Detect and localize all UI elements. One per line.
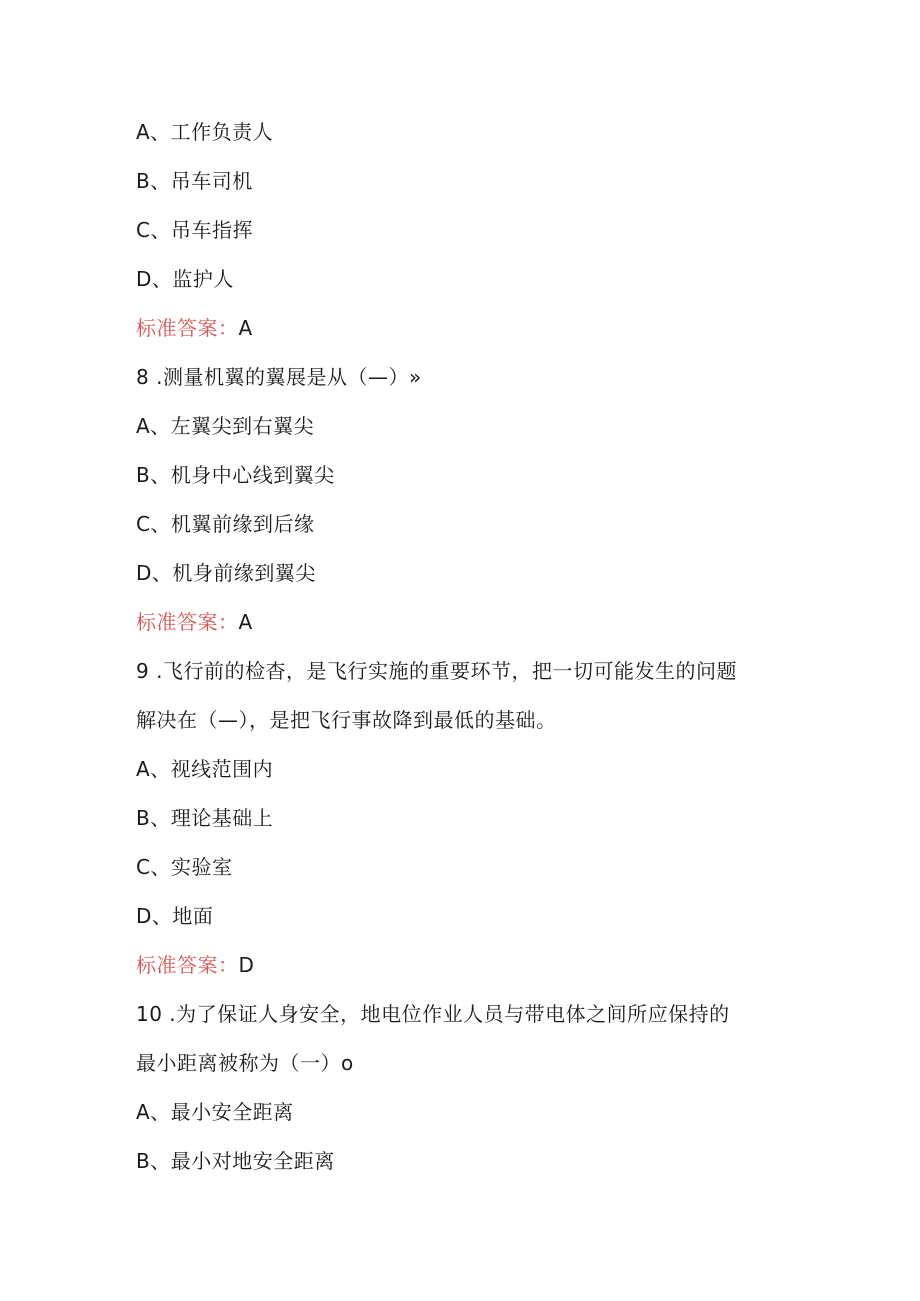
q10-stem-line2: 最小距离被称为（一）o	[136, 1051, 354, 1075]
q10-option-b: B、最小对地安全距离	[136, 1149, 335, 1173]
q8-answer	[136, 608, 253, 636]
answer-label: 标准答案：	[136, 316, 239, 340]
q7-option-b: B、吊车司机	[136, 169, 253, 193]
answer-label: 标准答案：	[136, 953, 239, 977]
q7-option-a: A、工作负责人	[136, 120, 274, 144]
answer-value: A	[238, 316, 253, 340]
q7-answer	[136, 314, 253, 342]
q8-option-b: B、机身中心线到翼尖	[136, 463, 335, 487]
q9-option-d: D、地面	[136, 904, 214, 928]
q8-option-a: A、左翼尖到右翼尖	[136, 414, 315, 438]
q8-option-d: D、机身前缘到翼尖	[136, 561, 316, 585]
q10-stem-line1: 10 .为了保证人身安全，地电位作业人员与带电体之间所应保持的	[136, 1002, 730, 1026]
q9-stem-line1: 9 .飞行前的检杳，是飞行实施的重要环节，把一切可能发生的问题	[136, 659, 737, 683]
q9-option-a: A、视线范围内	[136, 757, 274, 781]
q9-answer	[136, 951, 254, 979]
q7-option-c: C、吊车指挥	[136, 218, 253, 242]
q7-option-d: D、监护人	[136, 267, 234, 291]
q8-option-c: C、机翼前缘到后缘	[136, 512, 315, 536]
answer-value: D	[238, 953, 255, 977]
q9-stem-line2: 解决在（—），是把飞行事故降到最低的基础。	[136, 708, 557, 732]
q9-option-c: C、实验室	[136, 855, 233, 879]
q8-stem: 8 .测量机翼的翼展是从（—）»	[136, 365, 422, 389]
answer-value: A	[238, 610, 253, 634]
q10-option-a: A、最小安全距离	[136, 1100, 294, 1124]
q9-option-b: B、理论基础上	[136, 806, 274, 830]
answer-label: 标准答案：	[136, 610, 239, 634]
